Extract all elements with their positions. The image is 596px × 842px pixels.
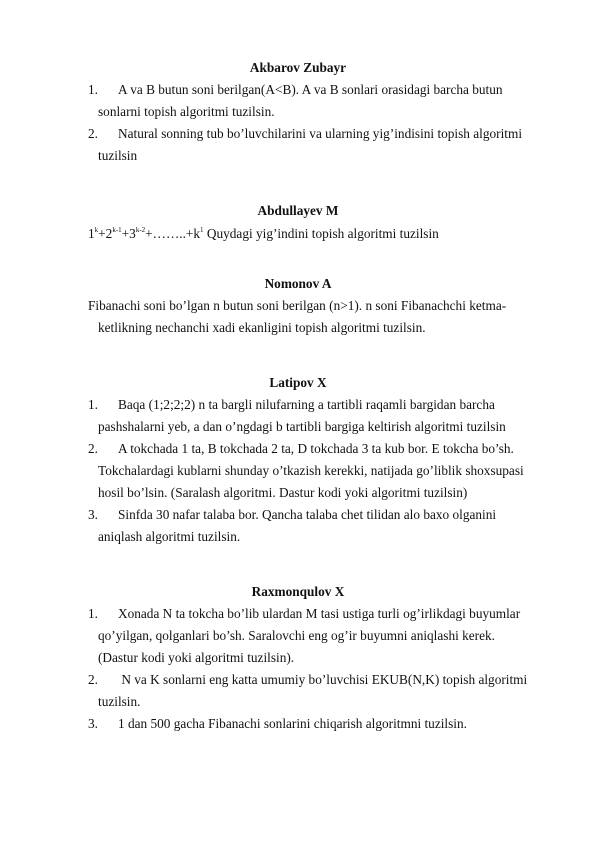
formula-line [88,223,439,245]
item-text-continued: tuzilsin. [98,694,141,709]
formula-term: +3 [121,226,136,241]
item-number: 2. [88,441,98,456]
section-title: Latipov X [269,375,327,390]
section-title: Raxmonqulov X [251,584,345,599]
formula-exponent: k-2 [135,225,146,234]
item-text-continued: (Dastur kodi yoki algoritmi tuzilsin). [98,650,295,665]
item-text-continued: qo’yilgan, qolganlari bo’sh. Saralovchi eng og’ir buyumni aniqlashi kerek. [98,628,495,643]
item-number: 2. [88,126,98,141]
item-text-continued: Tokchalardagi kublarni shunday o’tkazish kerekki, natijada go’liblik shoxsupasi [98,463,524,478]
item-text: N va K sonlarni eng katta umumiy bo’luvchisi EKUB(N,K) topish algoritmi [118,672,528,687]
item-text-continued: pashshalarni yeb, a dan o’ngdagi b tartibli bargiga keltirish algoritmi tuzilsin [98,419,506,434]
item-text: A tokchada 1 ta, B tokchada 2 ta, D tokchada 3 ta kub bor. E tokcha bo’sh. [118,441,514,456]
formula-exponent: 1 [200,225,204,234]
item-text-continued: sonlarni topish algoritmi tuzilsin. [98,104,275,119]
item-text: 1 dan 500 gacha Fibanachi sonlarini chiqarish algoritmni tuzilsin. [118,716,467,731]
formula-term: +2 [98,226,113,241]
item-text: Xonada N ta tokcha bo’lib ulardan M tasi ustiga turli og’irlikdagi buyumlar [118,606,521,621]
paragraph-line: Fibanachi soni bo’lgan n butun soni berilgan (n>1). n soni Fibanachchi ketma- [88,298,507,313]
formula-exponent: k-1 [112,225,122,234]
formula-term: 1 [88,226,95,241]
formula-description: Quydagi yig’indini topish algoritmi tuzilsin [203,226,439,241]
formula-term: +……..+k [145,226,201,241]
item-number: 3. [88,507,98,522]
formula-exponent: k [94,225,99,234]
item-text: A va B butun soni berilgan(A<B). A va B sonlari orasidagi barcha butun [118,82,503,97]
item-text: Natural sonning tub bo’luvchilarini va ularning yig’indisini topish algoritmi [118,126,523,141]
item-text-continued: tuzilsin [98,148,138,163]
item-text-continued: hosil bo’lsin. (Saralash algoritmi. Dastur kodi yoki algoritmi tuzilsin) [98,485,468,500]
item-number: 1. [88,606,98,621]
paragraph-line: ketlikning nechanchi xadi ekanligini topish algoritmi tuzilsin. [98,320,426,335]
item-text: Sinfda 30 nafar talaba bor. Qancha talaba chet tilidan alo baxo olganini [118,507,497,522]
section-title: Akbarov Zubayr [249,60,347,75]
item-text-continued: aniqlash algoritmi tuzilsin. [98,529,241,544]
item-text: Baqa (1;2;2;2) n ta bargli nilufarning a tartibli raqamli bargidan barcha [118,397,495,412]
section-title: Nomonov A [264,276,332,291]
item-number: 1. [88,82,98,97]
item-number: 1. [88,397,98,412]
item-number: 3. [88,716,98,731]
section-title: Abdullayev M [257,203,339,218]
item-number: 2. [88,672,98,687]
